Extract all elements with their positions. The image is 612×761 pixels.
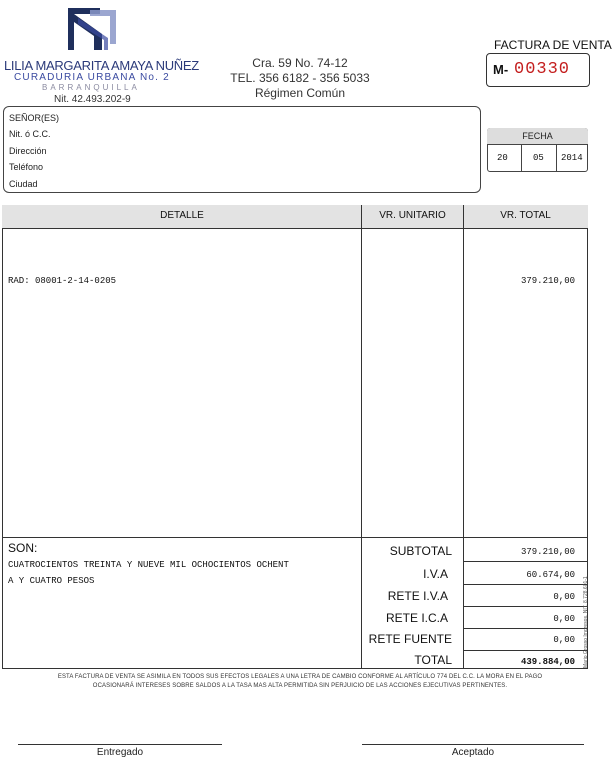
total-label: TOTAL <box>414 653 452 667</box>
rete-ica-label: RETE I.C.A <box>385 611 448 625</box>
rete-fuente-value: 0,00 <box>553 635 575 645</box>
invoice-prefix: M- <box>493 62 509 77</box>
totals-row-border <box>463 606 588 607</box>
accepted-label: Aceptado <box>451 747 495 758</box>
issuer-office: CURADURIA URBANA No. 2 <box>14 72 170 83</box>
curaduria-logo-icon <box>60 4 118 56</box>
totals-row-border <box>463 584 588 585</box>
totals-row-border <box>463 650 588 651</box>
client-phone-label: Teléfono <box>9 162 44 172</box>
item-detail: RAD: 08001-2-14-0205 <box>8 276 117 286</box>
delivered-signature-line <box>18 744 222 745</box>
date-year: 2014 <box>561 153 583 163</box>
issuer-regime: Régimen Común <box>254 86 346 100</box>
date-month: 05 <box>533 153 544 163</box>
client-sr-label: SEÑOR(ES) <box>9 113 60 123</box>
amount-words-line-1: CUATROCIENTOS TREINTA Y NUEVE MIL OCHOCIENTOS OCHENT <box>8 560 289 570</box>
rete-ica-value: 0,00 <box>553 614 575 624</box>
header-total: VR. TOTAL <box>500 210 551 221</box>
date-day: 20 <box>497 153 508 163</box>
rete-fuente-label: RETE FUENTE <box>368 632 452 646</box>
accepted-signature-line <box>362 744 584 745</box>
rete-iva-label: RETE I.V.A <box>387 589 448 603</box>
date-separator <box>556 145 557 172</box>
issuer-phone: TEL. 356 6182 - 356 5033 <box>230 71 370 85</box>
legal-notice-line-2: OCASIONARÁ INTERESES SOBRE SALDOS A LA TASA MAS ALTA PERMITIDA SIN PERJUICIO DE LAS ACCIONES EJECUTIVAS PERTINENTES. <box>92 683 508 689</box>
header-unit: VR. UNITARIO <box>379 210 446 221</box>
subtotal-label: SUBTOTAL <box>389 544 452 558</box>
totals-row-border <box>463 628 588 629</box>
items-bottom-border <box>2 537 588 538</box>
item-total: 379.210,00 <box>520 276 575 286</box>
date-separator <box>521 145 522 172</box>
iva-value: 60.674,00 <box>526 570 575 580</box>
iva-label: I.V.A <box>423 567 448 581</box>
legal-notice-line-1: ESTA FACTURA DE VENTA SE ASIMILA EN TODOS SUS EFECTOS LEGALES A UNA LETRA DE CAMBIO CONFORME AL ARTÍCULO 774 DEL C.C. LA MORA EN EL PAGO <box>57 674 543 680</box>
issuer-address: Cra. 59 No. 74-12 <box>252 56 348 70</box>
header-detail: DETALLE <box>160 210 204 221</box>
subtotal-value: 379.210,00 <box>520 547 575 557</box>
client-nit-label: Nit. ó C.C. <box>9 129 51 139</box>
delivered-label: Entregado <box>96 747 144 758</box>
printer-credit: Mario Grosso Impresos. NIT. 8.728.601-1 <box>583 576 589 668</box>
total-value: 439.884,00 <box>520 657 575 667</box>
totals-row-border <box>463 561 588 562</box>
issuer-contact <box>230 56 370 101</box>
rete-iva-value: 0,00 <box>553 592 575 602</box>
legal-notice <box>30 673 570 691</box>
column-divider <box>463 205 464 537</box>
client-box <box>3 106 481 193</box>
invoice-number: 00330 <box>514 60 571 79</box>
date-label: FECHA <box>487 128 588 145</box>
issuer-city: BARRANQUILLA <box>42 83 140 92</box>
client-address-label: Dirección <box>9 146 47 156</box>
issuer-nit: Nit. 42.493.202-9 <box>54 94 131 105</box>
invoice-title: FACTURA DE VENTA <box>494 38 612 52</box>
amount-words-label: SON: <box>8 541 38 555</box>
amount-words-line-2: A Y CUATRO PESOS <box>8 576 95 586</box>
issuer-name: LILIA MARGARITA AMAYA NUÑEZ <box>4 58 199 73</box>
client-city-label: Ciudad <box>9 179 38 189</box>
